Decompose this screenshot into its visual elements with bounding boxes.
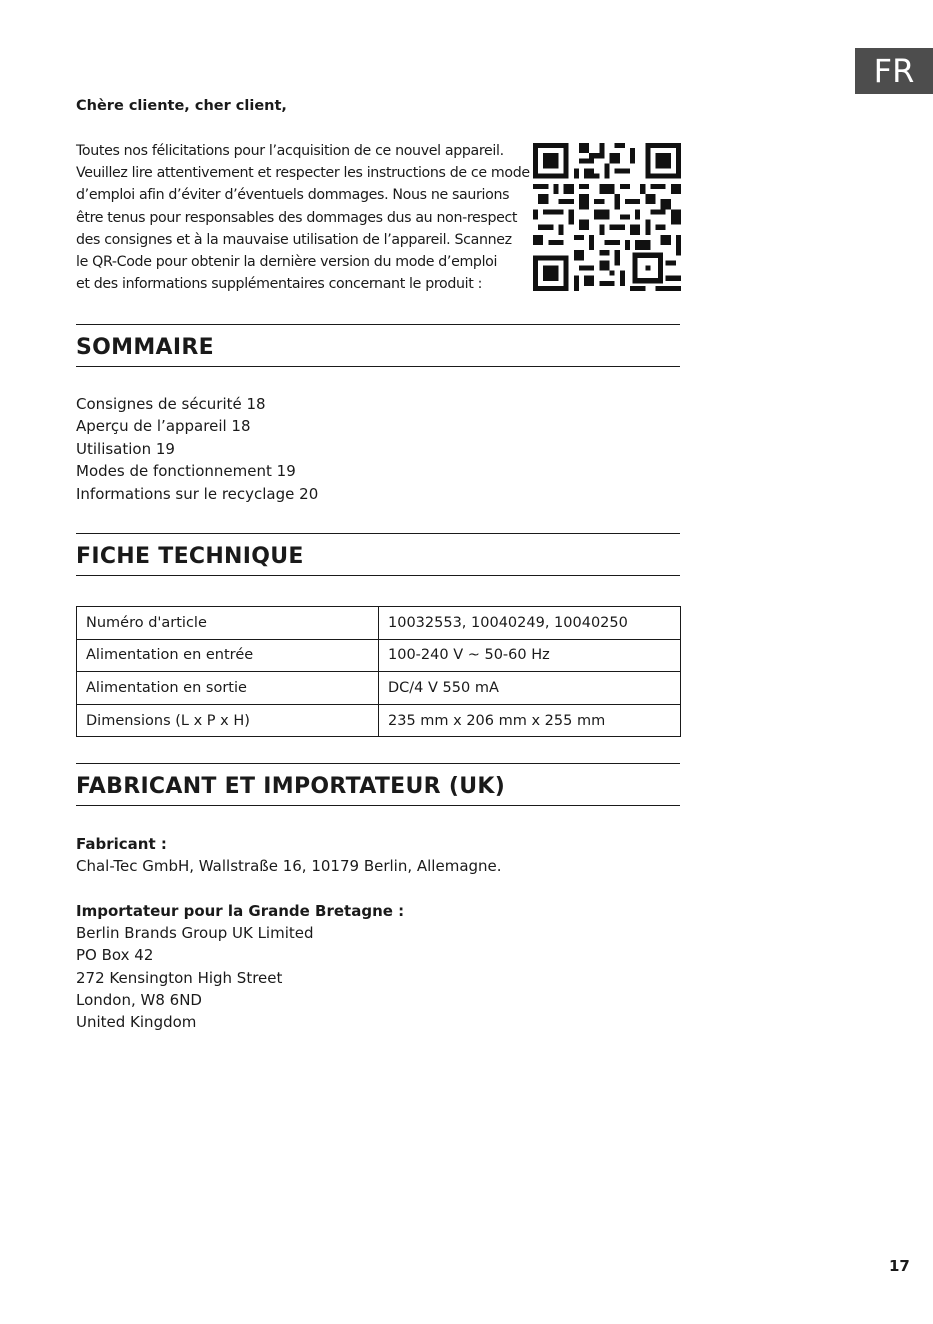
toc-item: Aperçu de l’appareil 18 (76, 417, 251, 436)
manufacturer-address: Chal-Tec GmbH, Wallstraße 16, 10179 Berlin, Allemagne. (76, 857, 502, 876)
intro-line: d’emploi afin d’éviter d’éventuels dommages. Nous ne saurions (76, 187, 510, 204)
manufacturer-block (76, 833, 502, 877)
intro-line: le QR-Code pour obtenir la dernière version du mode d’emploi (76, 254, 498, 271)
intro-line: être tenus pour responsables des dommages dus au non-respect (76, 209, 518, 226)
intro-line: et des informations supplémentaires concernant le produit : (76, 276, 483, 293)
section-rule (76, 575, 680, 576)
section-rule (76, 366, 680, 367)
intro-line: des consignes et à la mauvaise utilisation de l’appareil. Scannez (76, 231, 512, 248)
manufacturer-heading: Fabricant : (76, 835, 167, 853)
table-row (77, 672, 681, 705)
greeting: Chère cliente, cher client, (76, 98, 287, 114)
importer-line: United Kingdom (76, 1013, 197, 1032)
toc-item: Utilisation 19 (76, 439, 175, 458)
importer-line: 272 Kensington High Street (76, 968, 283, 987)
section-rule (76, 533, 680, 534)
spec-value: DC/4 V 550 mA (379, 672, 681, 705)
spec-value: 10032553, 10040249, 10040250 (379, 607, 681, 640)
spec-label: Numéro d'article (77, 607, 379, 640)
spec-label: Alimentation en entrée (77, 639, 379, 672)
spec-label: Alimentation en sortie (77, 672, 379, 705)
importer-line: London, W8 6ND (76, 990, 202, 1009)
table-row (77, 639, 681, 672)
section-rule (76, 324, 680, 325)
toc-item: Informations sur le recyclage 20 (76, 484, 319, 503)
toc-item: Modes de fonctionnement 19 (76, 462, 296, 481)
intro-paragraph (76, 140, 530, 295)
language-tab: FR (855, 48, 933, 94)
importer-heading: Importateur pour la Grande Bretagne : (76, 902, 405, 920)
spec-table (76, 606, 681, 737)
spec-label: Dimensions (L x P x H) (77, 704, 379, 737)
section-rule (76, 763, 680, 764)
table-row (77, 607, 681, 640)
importer-line: Berlin Brands Group UK Limited (76, 924, 314, 943)
toc-item: Consignes de sécurité 18 (76, 395, 266, 413)
intro-line: Veuillez lire attentivement et respecter les instructions de ce mode (76, 165, 530, 182)
importer-line: PO Box 42 (76, 946, 154, 965)
spec-value: 100-240 V ~ 50-60 Hz (379, 639, 681, 672)
table-row (77, 704, 681, 737)
table-of-contents (76, 393, 318, 505)
qr-code (533, 143, 681, 291)
importer-block (76, 900, 404, 1033)
section-rule (76, 805, 680, 806)
specs-title: FICHE TECHNIQUE (76, 544, 304, 569)
spec-value: 235 mm x 206 mm x 255 mm (379, 704, 681, 737)
intro-line: Toutes nos félicitations pour l’acquisition de ce nouvel appareil. (76, 143, 504, 159)
maker-title: FABRICANT ET IMPORTATEUR (UK) (76, 774, 506, 799)
toc-title: SOMMAIRE (76, 335, 214, 360)
page-number: 17 (889, 1257, 910, 1275)
